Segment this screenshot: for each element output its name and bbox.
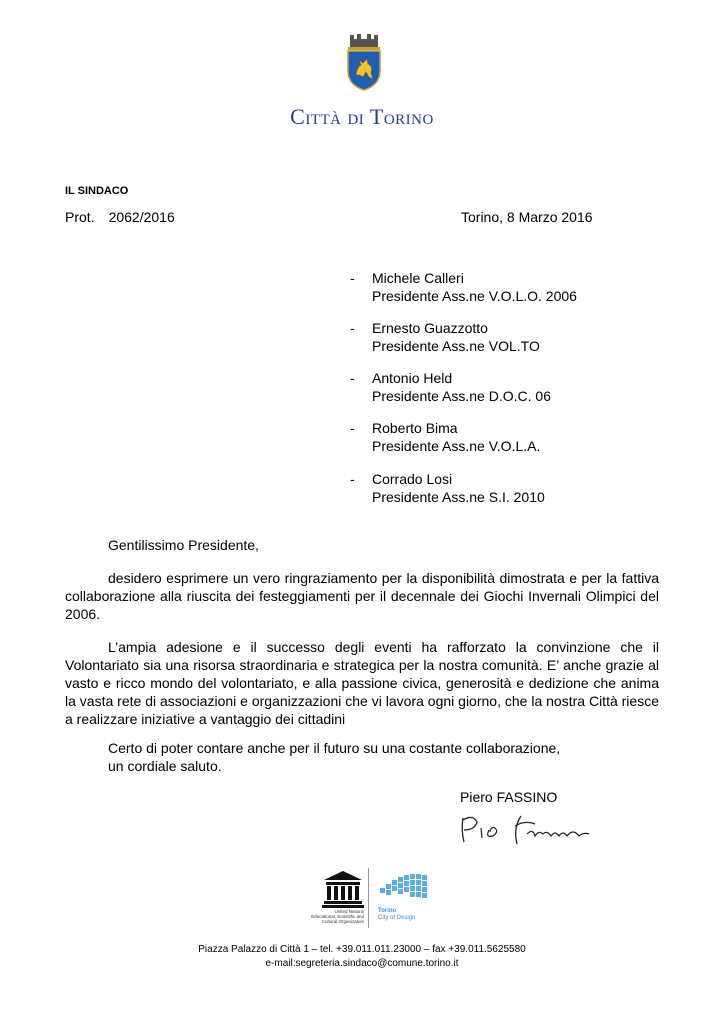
recipient-role: Presidente Ass.ne VOL.TO	[372, 338, 540, 354]
recipient-name: Corrado Losi	[372, 471, 453, 487]
signer-name: Piero FASSINO	[460, 789, 558, 805]
recipient-name: Michele Calleri	[372, 270, 464, 286]
city-name: Città di Torino	[290, 104, 434, 129]
body-paragraph: desidero esprimere un vero ringraziamento per la disponibilità dimostrata e per la fattiva collaborazione alla riuscita dei festeggiamenti per il decennale dei Giochi Invernali Olimpici del 2006.	[65, 570, 659, 622]
torino-caption: Torino City of Design	[378, 908, 416, 921]
recipient-item: - Roberto Bima Presidente Ass.ne V.O.L.A.	[350, 420, 541, 454]
city-crest-icon	[344, 33, 384, 91]
closing-line: un cordiale saluto.	[108, 758, 222, 774]
protocol-line	[65, 209, 175, 225]
recipient-name: Ernesto Guazzotto	[372, 320, 488, 336]
recipient-role: Presidente Ass.ne V.O.L.A.	[372, 438, 541, 454]
torino-design-grid-icon	[374, 868, 430, 906]
place-date: Torino, 8 Marzo 2016	[461, 209, 593, 225]
recipient-item: - Corrado Losi Presidente Ass.ne S.I. 2010	[350, 471, 545, 505]
unesco-caption: United Nations Educational, Scientific and Cultural Organization	[311, 909, 364, 924]
logo-divider	[368, 868, 369, 928]
recipient-item: - Michele Calleri Presidente Ass.ne V.O.L.O. 2006	[350, 270, 577, 304]
recipient-role: Presidente Ass.ne V.O.L.O. 2006	[372, 288, 577, 304]
protocol-label: Prot.	[65, 209, 95, 225]
office-title: IL SINDACO	[65, 185, 129, 197]
handwritten-signature	[455, 808, 595, 848]
footer-address: Piazza Palazzo di Città 1 – tel. +39.011.011.23000 – fax +39.011.5625580	[198, 944, 526, 955]
recipient-item: - Antonio Held Presidente Ass.ne D.O.C. 06	[350, 370, 551, 404]
salutation: Gentilissimo Presidente,	[108, 537, 259, 553]
closing	[108, 739, 560, 775]
recipient-name: Antonio Held	[372, 370, 453, 386]
protocol-number: 2062/2016	[108, 209, 175, 225]
closing-line: Certo di poter contare anche per il futuro su una costante collaborazione,	[108, 740, 561, 756]
recipient-role: Presidente Ass.ne S.I. 2010	[372, 489, 545, 505]
body-paragraph: L’ampia adesione e il successo degli eventi ha rafforzato la convinzione che il Volontariato sia una risorsa straordinaria e strategica per la nostra comunità. E’ anche grazie al vasto e ricco mondo del volontariato, e alla passione civica, generosità e dedizione che anima la vasta rete di associazioni e organizzazioni che vi lavora ogni giorno, che la nostra Città riesce a realizzare iniziative a vantaggio dei cittadini	[65, 639, 659, 727]
recipient-role: Presidente Ass.ne D.O.C. 06	[372, 388, 551, 404]
footer-email: e-mail:segreteria.sindaco@comune.torino.it	[265, 958, 459, 969]
torino-city-of-design-logo	[374, 868, 434, 928]
recipient-name: Roberto Bima	[372, 420, 458, 436]
unesco-temple-icon	[322, 870, 364, 908]
recipient-item: - Ernesto Guazzotto Presidente Ass.ne VOL.TO	[350, 320, 540, 354]
